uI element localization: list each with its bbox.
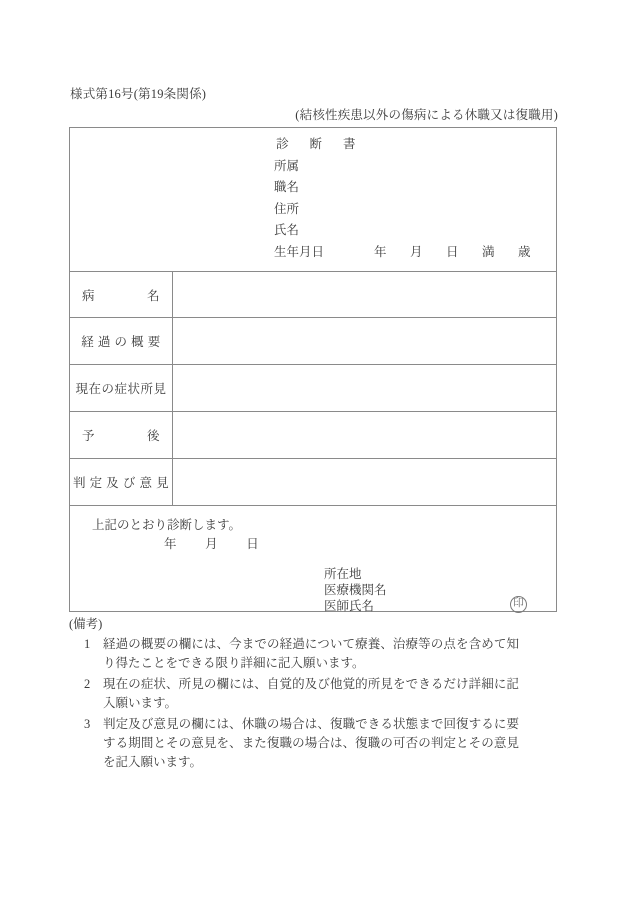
certificate-header-cell [70,128,556,271]
declaration-text: 上記のとおり診断します。 [92,518,242,532]
form-number: 様式第16号(第19条関係) [70,87,207,101]
field-date-of-birth [274,242,531,264]
row-label-prognosis [70,412,173,458]
row-label-current-symptoms-text: 現在の症状所見 [75,382,167,396]
row-label-judgement-opinion [70,459,173,505]
row-label-prognosis-text: 予 後 [81,429,160,443]
certificate-header-lines [274,134,531,263]
dob-year-unit: 年 [374,244,387,259]
certificate-title-char-3: 書 [343,137,356,151]
signature-date-day-unit: 日 [246,537,259,551]
row-label-course-summary-text: 経 過 の 概 要 [81,335,161,349]
remarks-note-3 [69,715,569,772]
remarks-note-1 [69,635,569,673]
seal-icon: 印 [510,596,527,613]
remarks-note-1-text: 経過の概要の欄には、今までの経過について療養、治療等の点を含めて知り得たことをできる限り詳細に記入願います。 [103,637,519,670]
row-label-current-symptoms [70,365,173,411]
row-label-disease-name [70,272,173,317]
dob-age-unit: 歳 [518,244,531,259]
row-label-course-summary [70,318,173,364]
signature-date[interactable] [164,534,259,552]
table-row-course-summary [70,317,556,364]
row-value-judgement-opinion[interactable] [173,459,556,505]
field-affiliation: 所属 [274,158,300,173]
issuer-location: 所在地 [324,567,362,581]
dob-age-prefix: 満 [482,244,495,259]
row-label-disease-name-text: 病 名 [81,288,160,303]
dob-month-unit: 月 [410,244,423,259]
issuer-institution-name: 医療機関名 [324,583,387,597]
field-address: 住所 [274,201,300,216]
issuer-doctor-name: 医師氏名 [324,599,375,613]
field-job-title: 職名 [274,180,300,194]
row-label-judgement-opinion-text: 判 定 及 び 意 見 [72,476,170,490]
certificate-title [274,134,531,156]
certificate-title-char-1: 診 [276,137,289,151]
field-name: 氏名 [274,223,300,237]
signature-block [70,506,556,611]
dob-label: 生年月日 [274,244,325,259]
table-row-current-symptoms [70,364,556,411]
remarks-section [69,614,569,772]
remarks-note-2 [69,675,569,713]
row-value-prognosis[interactable] [173,412,556,458]
row-value-disease-name[interactable] [173,272,556,317]
certificate-header-row [70,128,556,271]
issuer-fields [324,566,387,614]
form-subtitle: (結核性疾患以外の傷病による休職又は復職用) [295,108,558,122]
certificate-title-char-2: 断 [309,137,323,151]
signature-date-month-unit: 月 [205,537,218,551]
table-row-prognosis [70,411,556,458]
remarks-note-3-text: 判定及び意見の欄には、休職の場合は、復職できる状態まで回復するに要する期間とその意見を、また復職の場合は、復職の可否の判定とその意見を記入願います。 [103,717,519,769]
table-row-disease-name [70,271,556,317]
dob-day-unit: 日 [446,244,459,259]
remarks-note-2-number: 2 [84,677,91,691]
remarks-note-3-number: 3 [84,717,91,731]
row-value-course-summary[interactable] [173,318,556,364]
table-row-judgement-opinion [70,458,556,505]
remarks-note-1-number: 1 [84,637,91,651]
row-value-current-symptoms[interactable] [173,365,556,411]
remarks-title: (備考) [69,617,103,631]
remarks-note-2-text: 現在の症状、所見の欄には、自覚的及び他覚的所見をできるだけ詳細に記入願います。 [103,677,519,710]
signature-row [70,505,556,611]
medical-certificate-table [69,127,557,612]
signature-date-year-unit: 年 [164,537,177,551]
